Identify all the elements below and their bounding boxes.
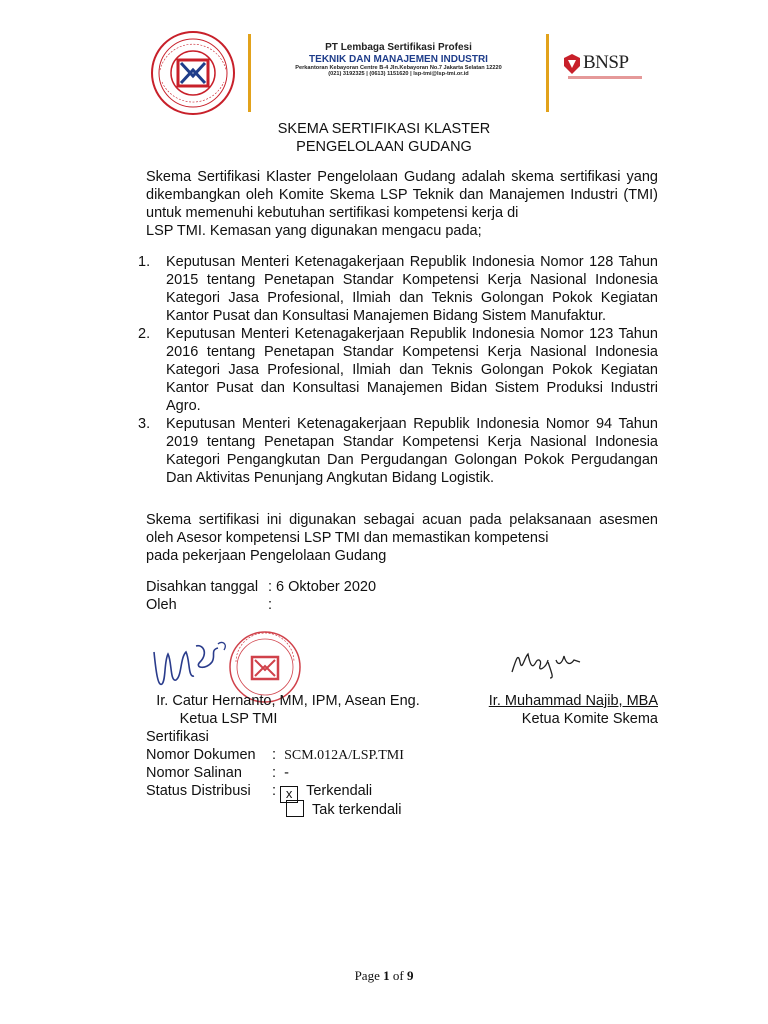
page-number: 1 xyxy=(383,968,390,983)
letterhead-divider-left xyxy=(248,34,251,112)
signer-left-role: Ketua LSP TMI xyxy=(179,711,278,727)
bnsp-logo-text: BNSP xyxy=(583,52,629,73)
page-word: Page xyxy=(354,968,380,983)
reference-item xyxy=(138,415,658,487)
colon: : xyxy=(272,783,277,799)
reference-list xyxy=(138,253,658,487)
uncontrolled-label: Tak terkendali xyxy=(312,802,402,818)
org-subtitle: TEKNIK DAN MANAJEMEN INDUSTRI xyxy=(309,53,488,65)
document-number-value: SCM.012A/LSP.TMI xyxy=(284,748,404,763)
document-number-row xyxy=(146,746,404,765)
title-line-2: PENGELOLAAN GUDANG xyxy=(296,139,472,155)
approval-date-row xyxy=(146,578,376,596)
signer-left-name: Ir. Catur Hernanto, MM, IPM, Asean Eng. xyxy=(156,693,420,709)
intro-body: Skema Sertifikasi Klaster Pengelolaan Gudang adalah skema sertifikasi yang dikembangkan oleh Komite Skema LSP Teknik dan Manajemen Industri (TMI) untuk memenuhi kebutuhan sertifikasi kompetensi kerja di xyxy=(146,169,658,221)
usage-paragraph xyxy=(146,511,658,565)
title-line-1: SKEMA SERTIFIKASI KLASTER xyxy=(277,121,491,137)
copy-number-row xyxy=(146,764,289,782)
controlled-checkbox[interactable]: x xyxy=(280,786,298,803)
uncontrolled-checkbox[interactable] xyxy=(286,800,304,817)
lsp-tmi-seal-logo xyxy=(150,30,236,116)
approval-date-label: Disahkan tanggal xyxy=(146,579,259,595)
letterhead-divider-right xyxy=(546,34,549,112)
reference-number: 2. xyxy=(138,326,151,342)
copy-number-value: - xyxy=(284,765,289,781)
reference-number: 1. xyxy=(138,254,151,270)
page-footer xyxy=(0,968,768,984)
copy-number-label: Nomor Salinan xyxy=(146,765,242,781)
reference-number: 3. xyxy=(138,416,151,432)
page-total: 9 xyxy=(406,968,414,983)
reference-text: Keputusan Menteri Ketenagakerjaan Republik Indonesia Nomor 94 Tahun 2019 tentang Penetapan Standar Kompetensi Kerja Nasional Indonesia Kategori Pengangkutan Dan Pergudangan Golongan Pokok Pergudangan Dan Aktivitas Penunjang Angkutan Bidang Logistik. xyxy=(166,416,658,486)
bnsp-emblem-icon xyxy=(562,52,582,76)
colon: : xyxy=(272,747,277,763)
signer-left-role-line2: Sertifikasi xyxy=(146,729,209,745)
usage-body: Skema sertifikasi ini digunakan sebagai acuan pada pelaksanaan asesmen oleh Asesor kompetensi LSP TMI dan memastikan kompetensi xyxy=(146,512,658,546)
approval-by-row xyxy=(146,596,272,614)
controlled-label: Terkendali xyxy=(306,783,373,799)
colon: : xyxy=(272,765,277,781)
of-word: of xyxy=(392,968,404,983)
approval-by-label: Oleh xyxy=(146,597,177,613)
org-address: Perkantoran Kebayoran Centre B-4 Jln.Kebayoran No.7 Jakarta Selatan 12220 xyxy=(295,65,502,71)
usage-last-line: pada pekerjaan Pengelolaan Gudang xyxy=(146,548,387,564)
signer-right-role: Ketua Komite Skema xyxy=(521,711,658,727)
org-contact: (021) 3192325 | (0613) 1151620 | lsp-tmi@lsp-tmi.or.id xyxy=(328,71,469,78)
bnsp-logo-underline xyxy=(568,76,642,79)
distribution-status-label: Status Distribusi xyxy=(146,783,251,799)
letterhead-org-block xyxy=(256,42,541,78)
org-name: PT Lembaga Sertifikasi Profesi xyxy=(325,42,472,53)
reference-text: Keputusan Menteri Ketenagakerjaan Republik Indonesia Nomor 123 Tahun 2016 tentang Penetapan Standar Kompetensi Kerja Nasional Indonesia Kategori Jasa Profesional, Ilmiah dan Teknis Golongan Pokok Kegiatan Kantor Pusat dan Konsultasi Manajemen Bidan Sistem Produksi Industri Agro. xyxy=(166,326,658,414)
signer-right-name: Ir. Muhammad Najib, MBA xyxy=(488,693,658,709)
document-title xyxy=(0,120,768,156)
reference-item xyxy=(138,325,658,415)
reference-item xyxy=(138,253,658,325)
approval-by-value: : xyxy=(268,597,273,613)
approval-date-value: : 6 Oktober 2020 xyxy=(268,579,377,595)
intro-last-line: LSP TMI. Kemasan yang digunakan mengacu pada; xyxy=(146,223,482,239)
uncontrolled-option-row xyxy=(286,800,401,819)
document-number-label: Nomor Dokumen xyxy=(146,747,256,763)
intro-paragraph xyxy=(146,168,658,240)
signature-right xyxy=(508,640,594,680)
reference-text: Keputusan Menteri Ketenagakerjaan Republik Indonesia Nomor 128 Tahun 2015 tentang Penetapan Standar Kompetensi Kerja Nasional Indonesia Kategori Jasa Profesional, Ilmiah dan Teknis Golongan Pokok Kegiatan Kantor Pusat dan Konsultasi Manajemen Bidang Sistem Manufaktur. xyxy=(166,254,658,324)
